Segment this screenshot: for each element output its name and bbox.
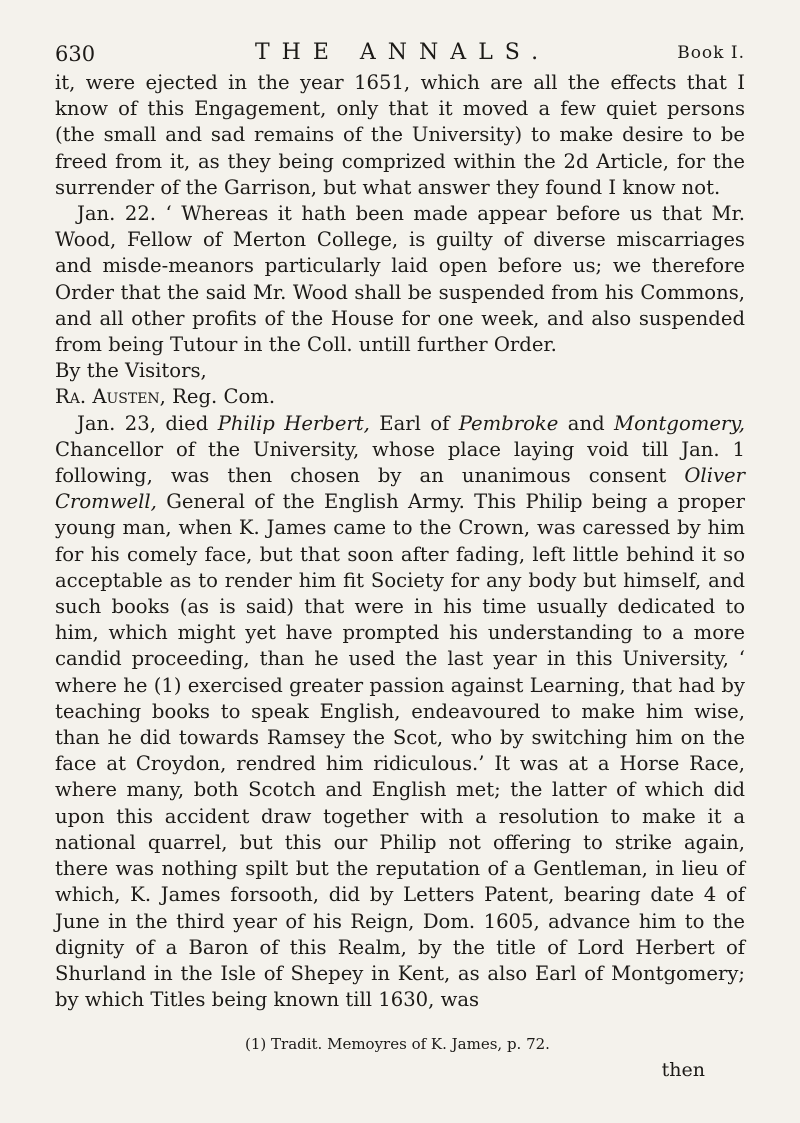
signatory-name: Ra. Austen, xyxy=(55,385,166,409)
italic-name-oliver-cromwell: Oliver Cromwell, xyxy=(55,464,745,514)
text-run: Jan. 23, died xyxy=(77,411,218,435)
signature-line-austen xyxy=(55,384,745,410)
paragraph-herbert xyxy=(55,411,745,1014)
book-page xyxy=(55,38,745,1081)
running-title: THE ANNALS. xyxy=(255,40,551,65)
italic-name-montgomery: Montgomery, xyxy=(614,411,745,435)
italic-name-pembroke: Pembroke xyxy=(458,411,559,435)
text-run: and xyxy=(558,411,615,435)
paragraph-continuation: it, were ejected in the year 1651, which are all the effects that I know of this Engagement, only that it moved a few quiet persons (the small and sad remains of the University) to make desire to be freed from it, as they being comprized within the 2d Article, for the surrender of the Garrison, but what answer they found I know not. xyxy=(55,71,745,199)
text-run: Chancellor of the University, whose place laying void till Jan. 1 following, was then chosen by an unanimous consent xyxy=(55,437,745,488)
signature-line-visitors: By the Visitors, xyxy=(55,359,207,383)
text-run: Earl of xyxy=(369,411,459,435)
footnote: (1) Tradit. Memoyres of K. James, p. 72. xyxy=(245,1035,550,1054)
body-text xyxy=(55,70,745,1013)
page-header xyxy=(55,38,745,70)
catchword: then xyxy=(661,1059,705,1082)
paragraph-order: Jan. 22. ‘ Whereas it hath been made appear before us that Mr. Wood, Fellow of Merton College, is guilty of diverse miscarriages and misde-meanors particularly laid open before us; we therefore Order that the said Mr. Wood shall be suspended from his Commons, and all other profits of the House for one week, and also suspended from being Tutour in the Coll. untill further Order. xyxy=(55,202,745,357)
page-number: 630 xyxy=(55,42,96,66)
signatory-title: Reg. Com. xyxy=(172,385,276,409)
italic-name-philip-herbert: Philip Herbert, xyxy=(217,411,370,435)
book-label: Book I. xyxy=(677,43,745,63)
text-run: General of the English Army. This Philip being a proper young man, when K. James came to the Crown, was caressed by him for his comely face, but that soon after fading, left little behind it so acceptable as to render him fit Society for any body but himself, and such books (as is said) that were in his time usually dedicated to him, which might yet have prompted his understanding to a more candid proceeding, than he used the last year in this University, ‘ where he (1) exercised greater passion against Learning, that had by teaching books to speak English, endeavoured to make him wise, than he did towards Ramsey the Scot, who by switching him on the face at Croydon, rendred him ridiculous.’ It was at a Horse Race, where many, both Scotch and English met; the latter of which did upon this accident draw together with a resolution to make it a national quarrel, but this our Philip not offering to strike again, there was nothing spilt but the reputation of a Gentleman, in lieu of which, K. James forsooth, did by Letters Patent, bearing date 4 of June in the third year of his Reign, Dom. 1605, advance him to the dignity of a Baron of this Realm, by the title of Lord Herbert of Shurland in the Isle of Shepey in Kent, as also Earl of Montgomery; by which Titles being known till 1630, was xyxy=(55,490,745,1012)
